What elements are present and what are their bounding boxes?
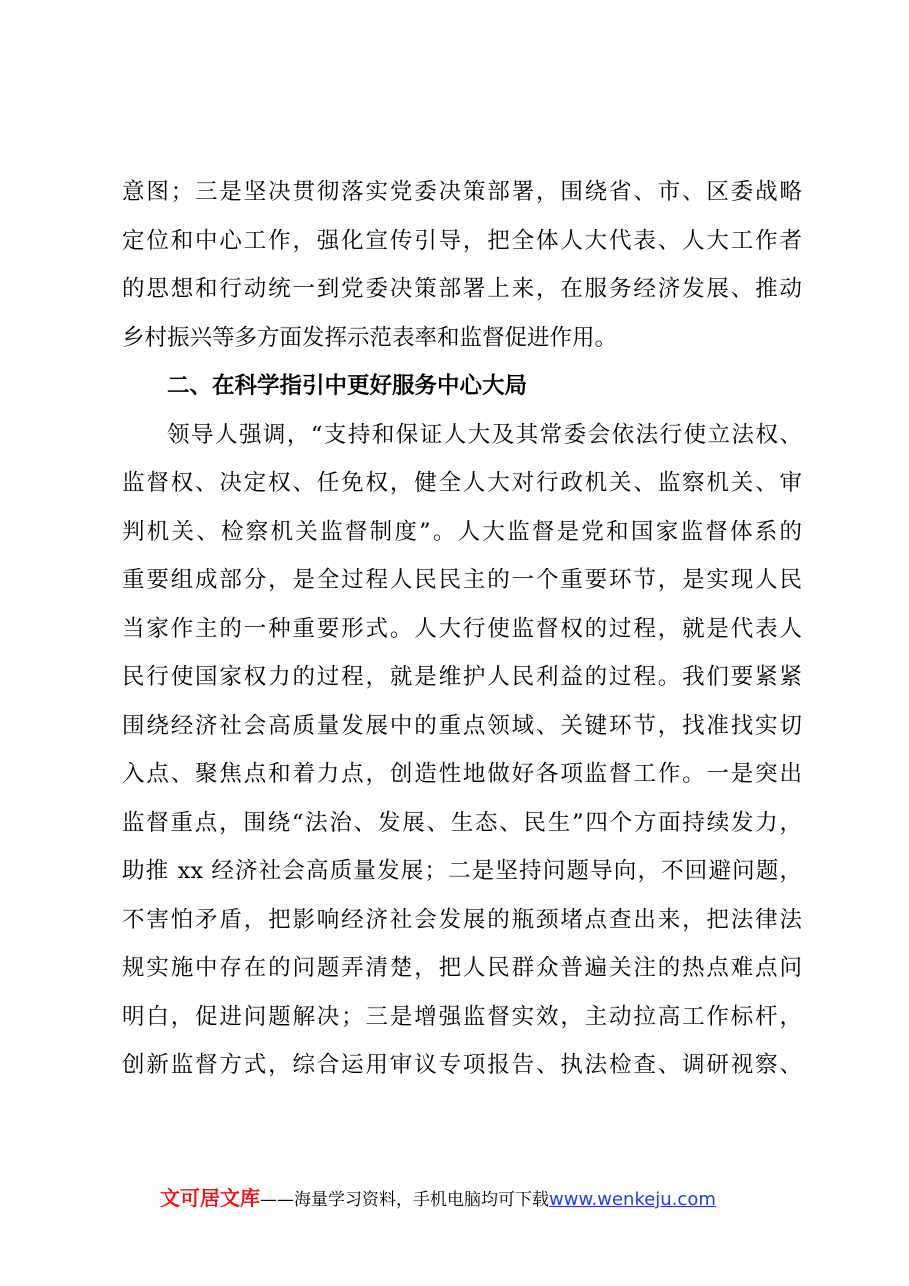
text-line: 判机关、检察机关监督制度”。人大监督是党和国家监督体系的 bbox=[122, 518, 802, 545]
page-footer bbox=[160, 1183, 780, 1213]
text-line: 领导人强调，“支持和保证人大及其常委会依法行使立法权、 bbox=[167, 421, 802, 448]
footer-brand: 文可居文库 bbox=[160, 1186, 260, 1210]
text-line: 民行使国家权力的过程，就是维护人民利益的过程。我们要紧紧 bbox=[122, 664, 802, 690]
text-line: 不害怕矛盾，把影响经济社会发展的瓶颈堵点查出来，把法律法 bbox=[122, 906, 802, 933]
text-line: 规实施中存在的问题弄清楚，把人民群众普遍关注的热点难点问 bbox=[122, 955, 802, 981]
footer-website-link[interactable]: www.wenkeju.com bbox=[549, 1189, 716, 1210]
section-heading: 二、在科学指引中更好服务中心大局 bbox=[167, 373, 528, 399]
text-line: 明白，促进问题解决；三是增强监督实效，主动拉高工作标杆， bbox=[122, 1003, 802, 1030]
text-line: 创新监督方式，综合运用审议专项报告、执法检查、调研视察、 bbox=[122, 1052, 802, 1078]
text-line: 监督权、决定权、任免权，健全人大对行政机关、监察机关、审 bbox=[122, 470, 802, 496]
text-line: 意图；三是坚决贯彻落实党委决策部署，围绕省、市、区委战略 bbox=[122, 179, 802, 205]
document-body bbox=[122, 168, 802, 1090]
text-line: 的思想和行动统一到党委决策部署上来，在服务经济发展、推动 bbox=[122, 276, 802, 302]
text-line: 定位和中心工作，强化宣传引导，把全体人大代表、人大工作者 bbox=[122, 227, 802, 254]
text-line: 重要组成部分，是全过程人民民主的一个重要环节，是实现人民 bbox=[122, 567, 802, 593]
text-line: 当家作主的一种重要形式。人大行使监督权的过程，就是代表人 bbox=[122, 615, 802, 642]
text-line: 乡村振兴等多方面发挥示范表率和监督促进作用。 bbox=[122, 324, 618, 351]
text-line: 围绕经济社会高质量发展中的重点领域、关键环节，找准找实切 bbox=[122, 712, 802, 739]
footer-slogan: ——海量学习资料，手机电脑均可下载 bbox=[260, 1190, 549, 1210]
text-line: 助推 xx 经济社会高质量发展；二是坚持问题导向，不回避问题， bbox=[122, 858, 802, 884]
text-line: 监督重点，围绕“法治、发展、生态、民生”四个方面持续发力， bbox=[122, 809, 802, 836]
text-line: 入点、聚焦点和着力点，创造性地做好各项监督工作。一是突出 bbox=[122, 761, 802, 787]
